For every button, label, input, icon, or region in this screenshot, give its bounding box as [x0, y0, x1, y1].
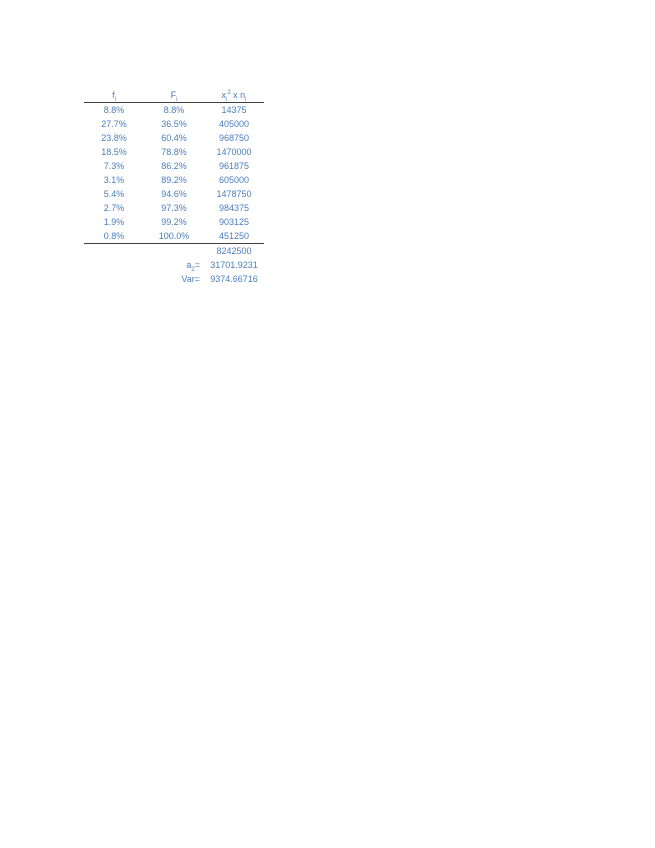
variance-row [84, 272, 264, 286]
table-row [84, 159, 264, 173]
cell-Fi: 86.2% [161, 161, 187, 171]
cell-xi2-ni: 451250 [218, 231, 250, 241]
cell-fi: 27.7% [101, 119, 127, 129]
cell-fi: 1.9% [103, 217, 125, 227]
cell-xi2-ni: 968750 [218, 133, 250, 143]
table-row [84, 187, 264, 201]
table-row [84, 173, 264, 187]
cell-fi: 18.5% [101, 147, 127, 157]
a2-label: $a_2=$ [186, 260, 200, 273]
cell-xi2-ni: 961875 [218, 161, 250, 171]
total-value: 8242500 [216, 246, 252, 256]
cell-Fi: 36.5% [161, 119, 187, 129]
cell-fi: 2.7% [103, 203, 125, 213]
cell-fi: 0.8% [103, 231, 125, 241]
variance-label: Var= [181, 274, 200, 284]
header-fi: $f_i$ [112, 90, 116, 103]
header-xi2-ni: $x_i^2$ x $n_i$ [221, 90, 247, 103]
a2-value: 31701.9231 [210, 260, 258, 270]
total-row [84, 244, 264, 258]
cell-xi2-ni: 1470000 [216, 147, 252, 157]
cell-Fi: 99.2% [161, 217, 187, 227]
cell-fi: 8.8% [103, 105, 125, 115]
table-header-row [84, 88, 264, 103]
table-row [84, 201, 264, 215]
cell-xi2-ni: 903125 [218, 217, 250, 227]
cell-Fi: 89.2% [161, 175, 187, 185]
cell-fi: 23.8% [101, 133, 127, 143]
cell-Fi: 94.6% [161, 189, 187, 199]
table-row [84, 215, 264, 229]
cell-fi: 7.3% [103, 161, 125, 171]
cell-Fi: 100.0% [158, 231, 190, 241]
cell-Fi: 60.4% [161, 133, 187, 143]
cell-fi: 3.1% [103, 175, 125, 185]
table-body [84, 103, 264, 244]
frequency-table [84, 88, 264, 286]
cell-xi2-ni: 605000 [218, 175, 250, 185]
cell-Fi: 8.8% [163, 105, 185, 115]
table-row [84, 103, 264, 117]
cell-xi2-ni: 14375 [221, 105, 247, 115]
cell-Fi: 97.3% [161, 203, 187, 213]
variance-value: 9374.66716 [210, 274, 258, 284]
table-row [84, 131, 264, 145]
cell-Fi: 78.8% [161, 147, 187, 157]
cell-xi2-ni: 984375 [218, 203, 250, 213]
table-row [84, 117, 264, 131]
cell-fi: 5.4% [103, 189, 125, 199]
header-Fi: $F_i$ [170, 90, 178, 103]
a2-row [84, 258, 264, 272]
table-row [84, 145, 264, 159]
cell-xi2-ni: 1478750 [216, 189, 252, 199]
table-row [84, 229, 264, 244]
cell-xi2-ni: 405000 [218, 119, 250, 129]
